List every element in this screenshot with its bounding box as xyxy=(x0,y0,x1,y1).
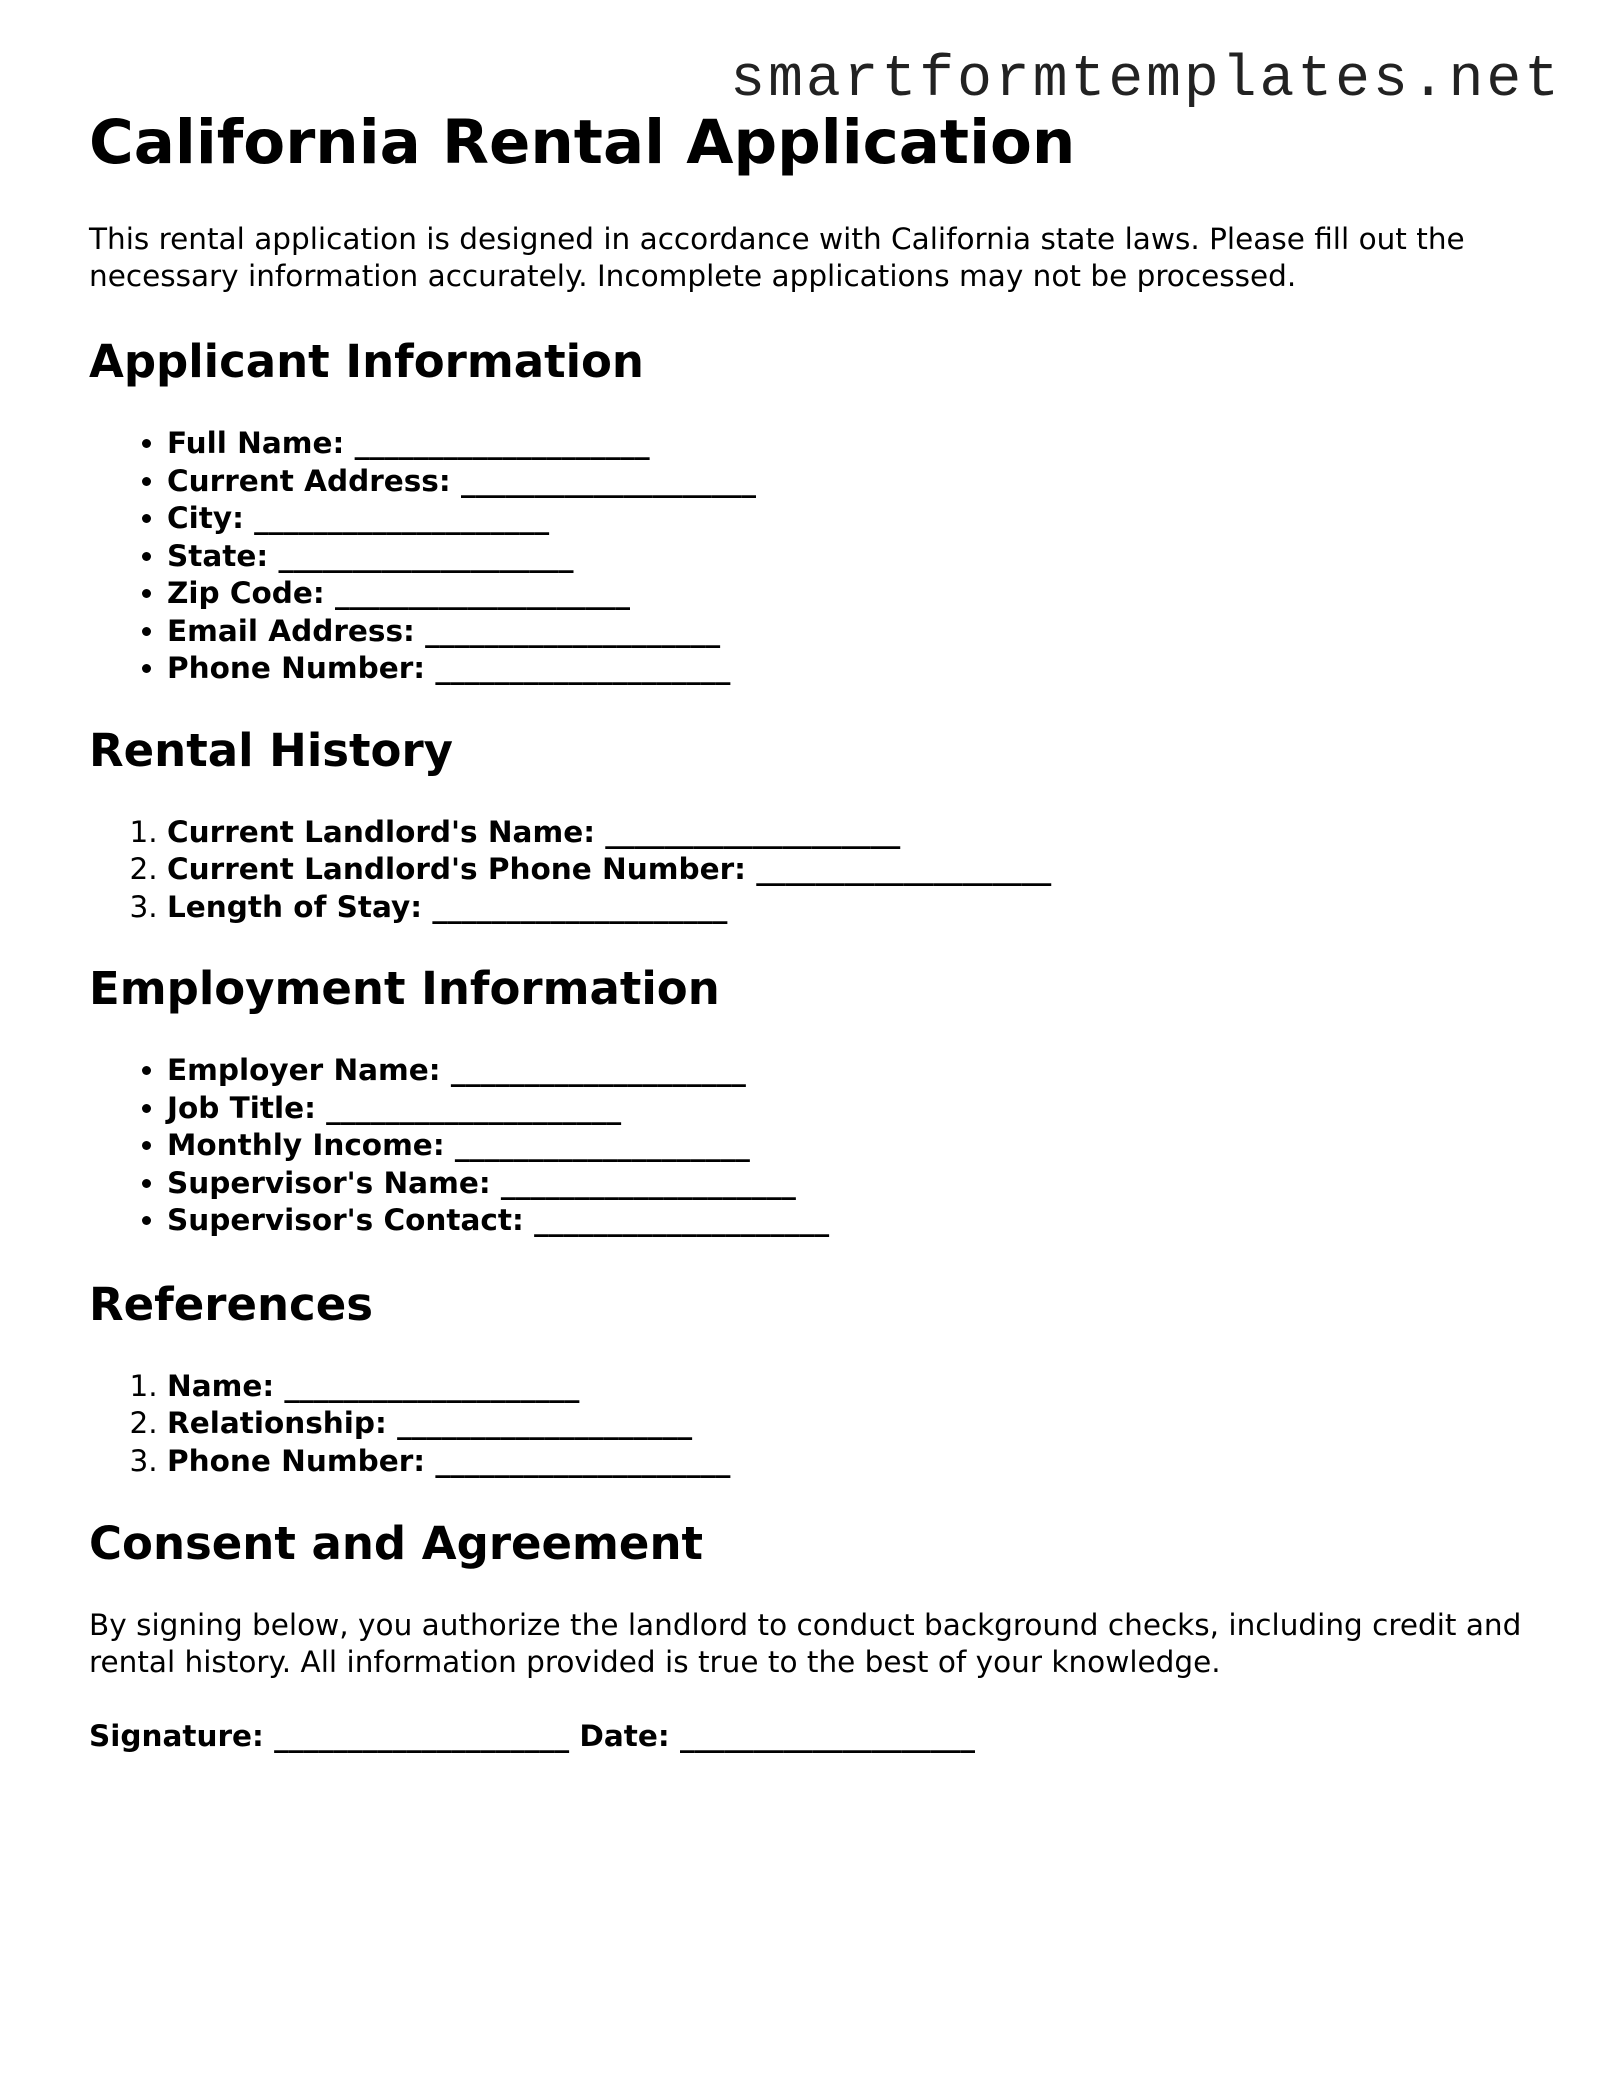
field-landlord-name[interactable] xyxy=(167,814,1529,852)
fill-blank[interactable]: ____________________ xyxy=(605,814,901,849)
fill-blank[interactable]: ____________________ xyxy=(326,1090,622,1125)
field-supervisor-contact[interactable] xyxy=(167,1202,1529,1240)
fill-blank[interactable]: ____________________ xyxy=(335,576,631,610)
field-label: Length of Stay: xyxy=(167,889,423,924)
field-label: Phone Number: xyxy=(167,651,426,685)
field-job-title[interactable] xyxy=(167,1090,1529,1128)
field-employer-name[interactable] xyxy=(167,1052,1529,1090)
consent-heading: Consent and Agreement xyxy=(89,1517,704,1570)
field-label: Supervisor's Name: xyxy=(167,1165,491,1200)
field-phone-number[interactable] xyxy=(167,650,1529,688)
field-label: Supervisor's Contact: xyxy=(167,1203,524,1237)
fill-blank[interactable]: ____________________ xyxy=(756,852,1052,886)
fill-blank[interactable]: ____________________ xyxy=(460,463,756,498)
field-label: Job Title: xyxy=(167,1090,316,1125)
references-fields xyxy=(89,1368,1529,1481)
field-supervisor-name[interactable] xyxy=(167,1165,1529,1203)
applicant-heading: Applicant Information xyxy=(89,335,644,388)
field-label: State: xyxy=(167,538,269,573)
fill-blank[interactable]: ____________________ xyxy=(397,1406,693,1440)
fill-blank[interactable]: ____________________ xyxy=(534,1203,830,1237)
field-label: Current Address: xyxy=(167,463,451,498)
field-label: Email Address: xyxy=(167,613,415,648)
employment-section xyxy=(89,962,1529,1240)
applicant-fields xyxy=(89,425,1529,688)
applicant-section xyxy=(89,335,1529,688)
references-heading: References xyxy=(89,1277,373,1331)
consent-text: By signing below, you authorize the landlord to conduct background checks, including credit and rental history. All information provided is true to the best of your knowledge. xyxy=(89,1608,1522,1679)
field-reference-relationship[interactable] xyxy=(167,1405,1529,1443)
document-page xyxy=(89,107,1529,1755)
field-label: Current Landlord's Name: xyxy=(167,814,595,849)
rental-history-section xyxy=(89,723,1529,927)
intro-text: This rental application is designed in accordance with California state laws. Please fill out the necessary information accurately. Incomplete applications may not be processed. xyxy=(89,222,1465,293)
field-email-address[interactable] xyxy=(167,613,1529,651)
fill-blank[interactable]: ____________________ xyxy=(425,613,721,648)
field-label: Monthly Income: xyxy=(167,1128,445,1162)
fill-blank[interactable]: ____________________ xyxy=(354,426,650,460)
field-label: Relationship: xyxy=(167,1406,387,1440)
field-label: Zip Code: xyxy=(167,576,325,610)
fill-blank[interactable]: ____________________ xyxy=(284,1368,580,1403)
fill-blank[interactable]: ____________________ xyxy=(500,1165,796,1200)
employment-heading: Employment Information xyxy=(89,962,720,1015)
field-label: Employer Name: xyxy=(167,1053,441,1087)
field-monthly-income[interactable] xyxy=(167,1127,1529,1165)
references-section xyxy=(89,1277,1529,1481)
date-label: Date: xyxy=(579,1719,670,1753)
field-reference-name[interactable] xyxy=(167,1368,1529,1406)
rental-history-heading: Rental History xyxy=(89,723,453,777)
date-blank[interactable]: ____________________ xyxy=(680,1719,975,1753)
watermark: smartformtemplates.net xyxy=(730,48,1562,113)
rental-history-fields xyxy=(89,814,1529,927)
field-landlord-phone[interactable] xyxy=(167,851,1529,889)
employment-fields xyxy=(89,1052,1529,1240)
consent-section xyxy=(89,1517,1529,1755)
field-label: City: xyxy=(167,501,244,535)
field-city[interactable] xyxy=(167,500,1529,538)
fill-blank[interactable]: ____________________ xyxy=(450,1053,746,1087)
field-label: Full Name: xyxy=(167,426,345,460)
field-label: Phone Number: xyxy=(167,1443,426,1478)
fill-blank[interactable]: ____________________ xyxy=(435,1443,731,1478)
field-state[interactable] xyxy=(167,538,1529,576)
field-reference-phone[interactable] xyxy=(167,1443,1529,1481)
page-title: California Rental Application xyxy=(89,107,1076,178)
field-zip-code[interactable] xyxy=(167,575,1529,613)
field-label: Current Landlord's Phone Number: xyxy=(167,852,746,886)
fill-blank[interactable]: ____________________ xyxy=(278,538,574,573)
field-label: Name: xyxy=(167,1368,275,1403)
field-length-of-stay[interactable] xyxy=(167,889,1529,927)
field-current-address[interactable] xyxy=(167,463,1529,501)
fill-blank[interactable]: ____________________ xyxy=(254,501,550,535)
field-full-name[interactable] xyxy=(167,425,1529,463)
signature-blank[interactable]: ____________________ xyxy=(274,1719,570,1753)
fill-blank[interactable]: ____________________ xyxy=(432,889,728,924)
signature-line xyxy=(89,1718,1529,1755)
fill-blank[interactable]: ____________________ xyxy=(454,1128,750,1162)
signature-label: Signature: xyxy=(89,1719,264,1753)
fill-blank[interactable]: ____________________ xyxy=(435,651,731,685)
